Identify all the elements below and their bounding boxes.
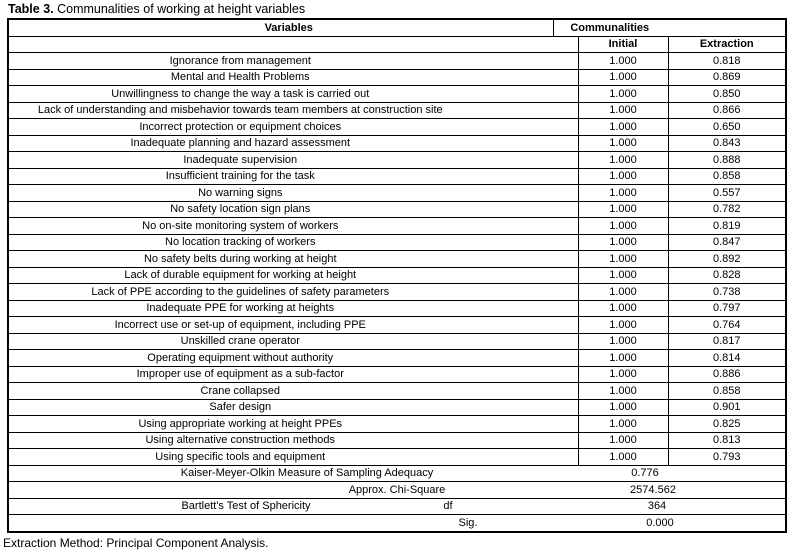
table-row xyxy=(8,432,786,449)
header-row-1 xyxy=(8,19,786,36)
df-value-cell xyxy=(578,498,786,515)
communalities-header: Communalities xyxy=(553,19,786,36)
bartlett-test-label: Bartlett's Test of Sphericity xyxy=(181,500,311,513)
extraction-cell: 0.858 xyxy=(668,383,786,400)
sig-label-cell xyxy=(8,515,578,532)
variable-cell: Crane collapsed xyxy=(8,383,578,400)
sig-label: Sig. xyxy=(458,516,478,529)
extraction-cell: 0.901 xyxy=(668,399,786,416)
extraction-cell: 0.782 xyxy=(668,201,786,218)
extraction-cell: 0.850 xyxy=(668,86,786,103)
variable-cell: No on-site monitoring system of workers xyxy=(8,218,578,235)
table-row xyxy=(8,168,786,185)
initial-cell: 1.000 xyxy=(578,135,668,152)
variable-cell: Using specific tools and equipment xyxy=(8,449,578,466)
variable-cell: Incorrect protection or equipment choices xyxy=(8,119,578,136)
variable-cell: Insufficient training for the task xyxy=(8,168,578,185)
variable-cell: Inadequate planning and hazard assessment xyxy=(8,135,578,152)
variable-cell: Incorrect use or set-up of equipment, including PPE xyxy=(8,317,578,334)
bartlett-sig-row xyxy=(8,515,786,532)
initial-cell: 1.000 xyxy=(578,102,668,119)
initial-cell: 1.000 xyxy=(578,284,668,301)
table-row xyxy=(8,152,786,169)
extraction-cell: 0.764 xyxy=(668,317,786,334)
variable-cell: Using appropriate working at height PPEs xyxy=(8,416,578,433)
initial-cell: 1.000 xyxy=(578,234,668,251)
initial-cell: 1.000 xyxy=(578,251,668,268)
chisq-label-cell xyxy=(8,482,578,499)
sig-value-cell xyxy=(578,515,786,532)
kmo-row xyxy=(8,465,786,482)
variable-cell: Lack of durable equipment for working at height xyxy=(8,267,578,284)
extraction-cell: 0.847 xyxy=(668,234,786,251)
chisq-value-cell xyxy=(578,482,786,499)
table-row xyxy=(8,383,786,400)
kmo-label: Kaiser-Meyer-Olkin Measure of Sampling Adequacy xyxy=(180,467,434,480)
extraction-cell: 0.814 xyxy=(668,350,786,367)
table-row xyxy=(8,449,786,466)
extraction-cell: 0.819 xyxy=(668,218,786,235)
caption-text: Communalities of working at height variables xyxy=(53,2,306,16)
bartlett-chisq-row xyxy=(8,482,786,499)
initial-cell: 1.000 xyxy=(578,69,668,86)
kmo-value-cell xyxy=(578,465,786,482)
extraction-method-note: Extraction Method: Principal Component Analysis. xyxy=(3,535,269,550)
initial-cell: 1.000 xyxy=(578,218,668,235)
table-row xyxy=(8,201,786,218)
initial-cell: 1.000 xyxy=(578,317,668,334)
initial-header: Initial xyxy=(578,36,668,53)
initial-cell: 1.000 xyxy=(578,267,668,284)
caption-number: Table 3. xyxy=(8,2,54,16)
table-row xyxy=(8,350,786,367)
variable-cell: No warning signs xyxy=(8,185,578,202)
initial-cell: 1.000 xyxy=(578,53,668,70)
extraction-cell: 0.797 xyxy=(668,300,786,317)
variable-cell: Inadequate supervision xyxy=(8,152,578,169)
extraction-cell: 0.825 xyxy=(668,416,786,433)
extraction-cell: 0.886 xyxy=(668,366,786,383)
extraction-cell: 0.892 xyxy=(668,251,786,268)
variable-cell: Unwillingness to change the way a task is carried out xyxy=(8,86,578,103)
initial-cell: 1.000 xyxy=(578,432,668,449)
table-row xyxy=(8,267,786,284)
communalities-table xyxy=(7,18,787,533)
variable-cell: Operating equipment without authority xyxy=(8,350,578,367)
table-row xyxy=(8,135,786,152)
variable-cell: Lack of PPE according to the guidelines of safety parameters xyxy=(8,284,578,301)
initial-cell: 1.000 xyxy=(578,201,668,218)
table-row xyxy=(8,399,786,416)
kmo-label-cell xyxy=(8,465,578,482)
initial-cell: 1.000 xyxy=(578,300,668,317)
table-row xyxy=(8,416,786,433)
variable-cell: Safer design xyxy=(8,399,578,416)
extraction-cell: 0.818 xyxy=(668,53,786,70)
initial-cell: 1.000 xyxy=(578,168,668,185)
variable-cell: Unskilled crane operator xyxy=(8,333,578,350)
chisq-value: 2574.562 xyxy=(630,483,676,496)
sig-value: 0.000 xyxy=(646,516,674,529)
initial-cell: 1.000 xyxy=(578,416,668,433)
extraction-cell: 0.557 xyxy=(668,185,786,202)
df-label-cell xyxy=(8,498,578,515)
variable-cell: Lack of understanding and misbehavior towards team members at construction site xyxy=(8,102,578,119)
variable-cell: No safety belts during working at height xyxy=(8,251,578,268)
table-row xyxy=(8,234,786,251)
initial-cell: 1.000 xyxy=(578,366,668,383)
chisq-label: Approx. Chi-Square xyxy=(348,483,446,496)
table-row xyxy=(8,284,786,301)
variable-cell: No safety location sign plans xyxy=(8,201,578,218)
extraction-cell: 0.813 xyxy=(668,432,786,449)
variable-cell: Using alternative construction methods xyxy=(8,432,578,449)
bartlett-df-row xyxy=(8,498,786,515)
variable-cell: Inadequate PPE for working at heights xyxy=(8,300,578,317)
table-row xyxy=(8,251,786,268)
extraction-cell: 0.843 xyxy=(668,135,786,152)
table-row xyxy=(8,53,786,70)
table-row xyxy=(8,317,786,334)
extraction-cell: 0.866 xyxy=(668,102,786,119)
extraction-cell: 0.888 xyxy=(668,152,786,169)
extraction-cell: 0.650 xyxy=(668,119,786,136)
table-row xyxy=(8,300,786,317)
kmo-value: 0.776 xyxy=(631,467,659,480)
table-row xyxy=(8,218,786,235)
extraction-cell: 0.793 xyxy=(668,449,786,466)
variable-cell: Ignorance from management xyxy=(8,53,578,70)
variable-cell: Improper use of equipment as a sub-factor xyxy=(8,366,578,383)
initial-cell: 1.000 xyxy=(578,119,668,136)
variable-cell: No location tracking of workers xyxy=(8,234,578,251)
table-row xyxy=(8,86,786,103)
initial-cell: 1.000 xyxy=(578,152,668,169)
initial-cell: 1.000 xyxy=(578,86,668,103)
empty-header-cell xyxy=(8,36,578,53)
table-row xyxy=(8,185,786,202)
table-row xyxy=(8,119,786,136)
initial-cell: 1.000 xyxy=(578,350,668,367)
table-row xyxy=(8,366,786,383)
initial-cell: 1.000 xyxy=(578,383,668,400)
table-row xyxy=(8,333,786,350)
initial-cell: 1.000 xyxy=(578,449,668,466)
initial-cell: 1.000 xyxy=(578,185,668,202)
header-row-2 xyxy=(8,36,786,53)
df-label: df xyxy=(443,500,453,513)
initial-cell: 1.000 xyxy=(578,399,668,416)
variables-header: Variables xyxy=(8,19,553,36)
table-row xyxy=(8,102,786,119)
variable-cell: Mental and Health Problems xyxy=(8,69,578,86)
extraction-header: Extraction xyxy=(668,36,786,53)
extraction-cell: 0.738 xyxy=(668,284,786,301)
extraction-cell: 0.869 xyxy=(668,69,786,86)
table-caption xyxy=(7,2,787,16)
extraction-cell: 0.858 xyxy=(668,168,786,185)
extraction-cell: 0.828 xyxy=(668,267,786,284)
initial-cell: 1.000 xyxy=(578,333,668,350)
df-value: 364 xyxy=(647,500,667,513)
extraction-cell: 0.817 xyxy=(668,333,786,350)
table-row xyxy=(8,69,786,86)
